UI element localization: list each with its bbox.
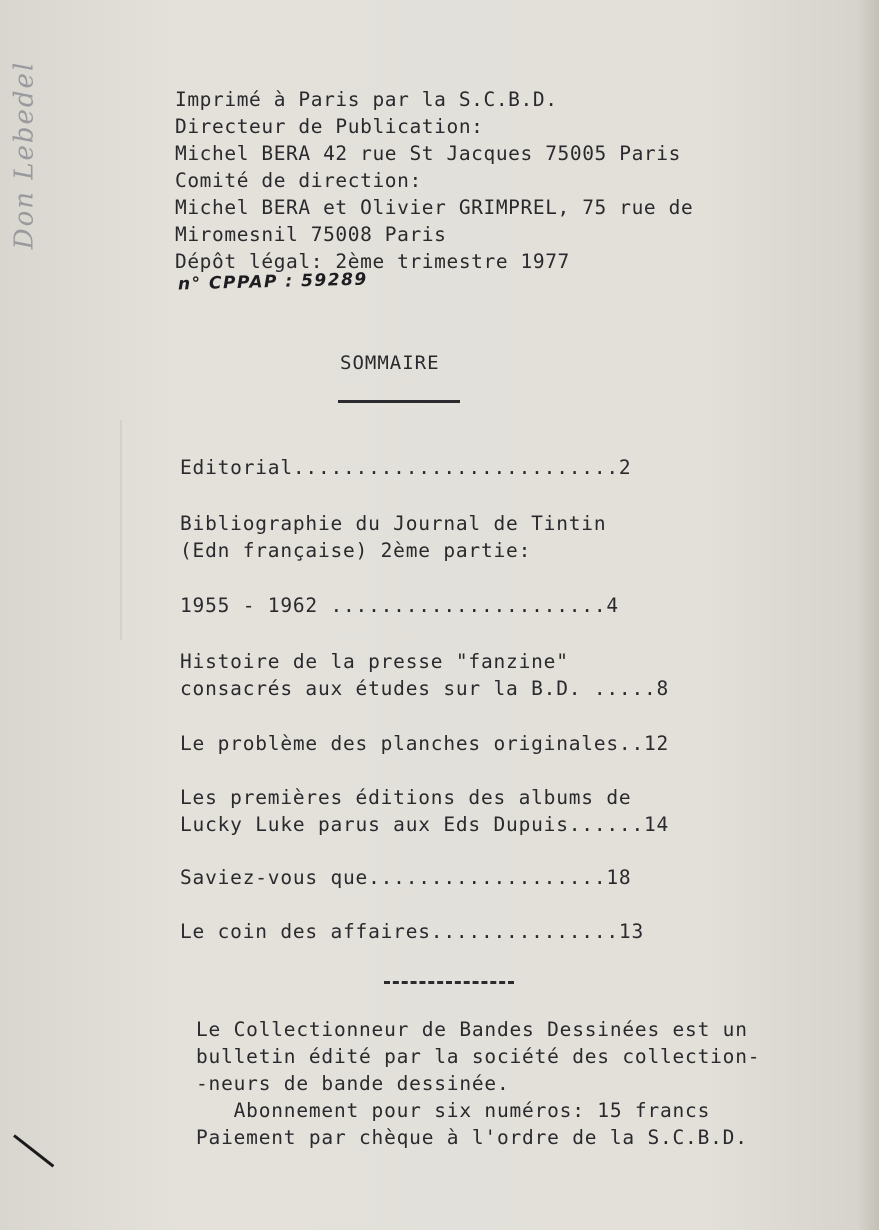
imprint-line-committee: Michel BERA et Olivier GRIMPREL, 75 rue de [175,196,694,219]
handwritten-margin-note: Don Lebedel [9,60,40,250]
bleed-through-mark [120,420,142,640]
imprint-line-legal-deposit: Dépôt légal: 2ème trimestre 1977 [175,250,570,273]
toc-entry-saviez-vous: Saviez-vous que...................18 [180,866,632,889]
imprint-block [175,86,693,275]
footer-line-subscription: Abonnement pour six numéros: 15 francs [196,1099,711,1122]
toc-entry-years: 1955 - 1962 ......................4 [180,594,619,617]
imprint-line-director-label: Directeur de Publication: [175,115,484,138]
toc-entry-histoire: Histoire de la presse "fanzine" [180,650,569,673]
toc-entry-lucky-luke-cont: Lucky Luke parus aux Eds Dupuis......14 [180,813,670,836]
toc-entry-coin-affaires: Le coin des affaires...............13 [180,920,644,943]
toc-entry-bibliographie: Bibliographie du Journal de Tintin [180,512,607,535]
toc-entry-lucky-luke: Les premières éditions des albums de [180,786,632,809]
toc-entry-planches: Le problème des planches originales..12 [180,732,670,755]
toc-entry-histoire-cont: consacrés aux études sur la B.D. .....8 [180,677,670,700]
cppap-handwritten-number: n° CPPAP : 59289 [177,269,368,295]
imprint-line-director: Michel BERA 42 rue St Jacques 75005 Paris [175,142,681,165]
footer-line-1: Le Collectionneur de Bandes Dessinées est un [196,1018,748,1041]
footer-notice [196,1016,760,1151]
pen-stroke-mark [13,1134,54,1167]
toc-entry-editorial: Editorial..........................2 [180,456,632,479]
toc-entry-bibliographie-cont: (Edn française) 2ème partie: [180,539,532,562]
footer-line-2: bulletin édité par la société des collection- [196,1045,761,1068]
imprint-line-committee-address: Miromesnil 75008 Paris [175,223,447,246]
sommaire-title: SOMMAIRE [340,352,440,374]
footer-line-payment: Paiement par chèque à l'ordre de la S.C.B.D. [196,1126,748,1149]
title-underline [338,400,460,403]
page-edge-shadow [857,0,879,1230]
footer-line-3: -neurs de bande dessinée. [196,1072,510,1095]
section-divider [384,981,514,984]
imprint-line-printer: Imprimé à Paris par la S.C.B.D. [175,88,558,111]
imprint-line-committee-label: Comité de direction: [175,169,422,192]
